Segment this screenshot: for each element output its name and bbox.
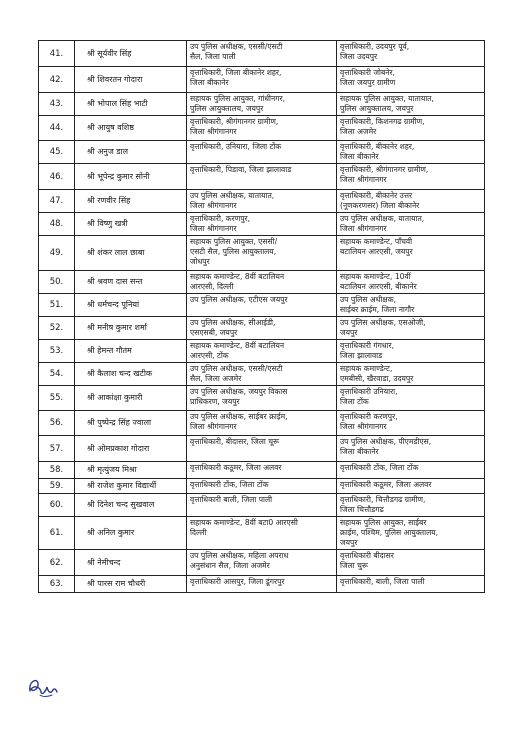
current-posting-line: सैल, जिला अजमेर: [190, 374, 242, 383]
new-posting-line: सहायक कमाण्डेन्ट, 10वीं: [340, 272, 411, 281]
serial-number: 48.: [39, 213, 75, 236]
new-posting: [337, 93, 485, 116]
serial-number: 45.: [39, 141, 75, 164]
current-posting: [187, 93, 337, 116]
transfer-table: [38, 40, 485, 593]
current-posting: [187, 67, 337, 93]
new-posting-line: सहायक पुलिस आयुक्त, साईबर: [340, 518, 427, 527]
new-posting-line: उप पुलिस अधीक्षक,: [340, 295, 396, 304]
new-posting-line: वृत्ताधिकारी गंगधार,: [340, 341, 395, 350]
new-posting: [337, 116, 485, 141]
serial-number: 61.: [39, 517, 75, 550]
table-row: [39, 164, 485, 190]
serial-number: 41.: [39, 41, 75, 67]
current-posting: [187, 213, 337, 236]
current-posting-line: वृत्ताधिकारी, बीदासर, जिला चूरू: [190, 437, 279, 446]
table-row: [39, 411, 485, 436]
officer-name: श्री रणवीर सिंह: [75, 190, 187, 213]
current-posting: [187, 41, 337, 67]
new-posting-line: क्राईम, पश्चिम, पुलिस आयुक्तालय,: [340, 528, 439, 537]
table-row: [39, 550, 485, 576]
current-posting: [187, 294, 337, 317]
officer-name: श्री आयुष वशिष्ठ: [75, 116, 187, 141]
serial-number: 50.: [39, 271, 75, 294]
new-posting: [337, 294, 485, 317]
officer-name: श्री नेमीचन्द: [75, 550, 187, 576]
new-posting-line: (नूणकरणसर) जिला बीकानेर: [340, 201, 420, 210]
officer-name: श्री ओमप्रकाश गोदारा: [75, 436, 187, 462]
officer-name: श्री मृत्युंजय मिश्रा: [75, 462, 187, 479]
new-posting: [337, 190, 485, 213]
new-posting-line: वृत्ताधिकारी बीदासर: [340, 551, 394, 560]
current-posting: [187, 411, 337, 436]
new-posting-line: साईबर क्राईम, जिला नागौर: [340, 305, 415, 314]
current-posting-line: उप पुलिस अधीक्षक, एससी/एसटी: [190, 364, 283, 373]
new-posting-line: वृत्ताधिकारी, बाली, जिला पाली: [340, 577, 425, 586]
new-posting-line: जिला चित्तौडगढ: [340, 505, 384, 514]
current-posting-line: प्राधिकरण, जयपुर: [190, 397, 240, 406]
new-posting-line: जिला जयपुर ग्रामीण: [340, 78, 396, 87]
table-row: [39, 116, 485, 141]
new-posting-line: जिला बीकानेर: [340, 447, 379, 456]
current-posting-line: जिला श्रीगंगानगर: [190, 422, 237, 431]
new-posting: [337, 494, 485, 517]
current-posting: [187, 340, 337, 363]
serial-number: 60.: [39, 494, 75, 517]
current-posting-line: जिला श्रीगंगानगर: [190, 127, 237, 136]
current-posting: [187, 271, 337, 294]
table-row: [39, 141, 485, 164]
new-posting: [337, 236, 485, 271]
serial-number: 59.: [39, 479, 75, 494]
new-posting: [337, 550, 485, 576]
new-posting-line: सहायक कमाण्डेन्ट,: [340, 364, 393, 373]
serial-number: 54.: [39, 363, 75, 386]
table-row: [39, 190, 485, 213]
table-row: [39, 479, 485, 494]
new-posting: [337, 164, 485, 190]
new-posting: [337, 213, 485, 236]
new-posting: [337, 411, 485, 436]
current-posting-line: उप पुलिस अधीक्षक, एटीएस जयपुर: [190, 295, 288, 304]
table-row: [39, 213, 485, 236]
current-posting-line: उप पुलिस अधीक्षक, महिला अपराध: [190, 551, 289, 560]
new-posting: [337, 317, 485, 340]
new-posting-line: उप पुलिस अधीक्षक, पीएमडीएस,: [340, 437, 432, 446]
new-posting: [337, 41, 485, 67]
serial-number: 52.: [39, 317, 75, 340]
table-row: [39, 93, 485, 116]
officer-name: श्री अनुज डाल: [75, 141, 187, 164]
table-row: [39, 462, 485, 479]
new-posting-line: जिला अजमेर: [340, 127, 377, 136]
serial-number: 43.: [39, 93, 75, 116]
new-posting-line: जयपुर: [340, 328, 358, 337]
new-posting: [337, 141, 485, 164]
table-body: [39, 41, 485, 593]
current-posting-line: जोधपुर: [190, 257, 210, 266]
current-posting-line: अनुसंधान सैल, जिला अजमेर: [190, 561, 270, 570]
new-posting: [337, 271, 485, 294]
table-row: [39, 340, 485, 363]
current-posting-line: वृत्ताधिकारी टोंक, जिला टोंक: [190, 480, 269, 489]
officer-name: श्री दिनेश चन्द सुखवाल: [75, 494, 187, 517]
table-row: [39, 494, 485, 517]
current-posting-line: सैल, जिला पाली: [190, 52, 236, 61]
current-posting: [187, 190, 337, 213]
current-posting-line: उप पुलिस अधीक्षक, सीआईडी,: [190, 318, 276, 327]
table-row: [39, 294, 485, 317]
new-posting-line: वृत्ताधिकारी कठूमर, जिला अलवर: [340, 480, 432, 489]
officer-name: श्री शिवरतन गोदारा: [75, 67, 187, 93]
officer-name: श्री मनीष कुमार शर्मा: [75, 317, 187, 340]
current-posting-line: पुलिस आयुक्तालय, जयपुर: [190, 104, 264, 113]
new-posting-line: वृत्ताधिकारी, उदयपुर पूर्व,: [340, 42, 410, 51]
current-posting: [187, 517, 337, 550]
current-posting-line: उप पुलिस अधीक्षक, यातायात,: [190, 191, 275, 200]
table-row: [39, 67, 485, 93]
current-posting-line: वृत्ताधिकारी, उनियारा, जिला टोंक: [190, 142, 282, 151]
current-posting-line: जिला श्रीगंगानगर: [190, 201, 237, 210]
serial-number: 51.: [39, 294, 75, 317]
new-posting-line: वृत्ताधिकारी, श्रीगंगानगर ग्रामीण,: [340, 165, 429, 174]
serial-number: 42.: [39, 67, 75, 93]
current-posting: [187, 164, 337, 190]
current-posting-line: सहायक कमाण्डेन्ट, 8वीं बटा0 आरएसी: [190, 518, 298, 527]
serial-number: 46.: [39, 164, 75, 190]
serial-number: 56.: [39, 411, 75, 436]
current-posting: [187, 436, 337, 462]
current-posting-line: वृत्ताधिकारी आसपुर, जिला डूंगरपुर: [190, 577, 285, 586]
officer-name: श्री पारस राम चौधरी: [75, 576, 187, 593]
new-posting-line: पुलिस आयुक्तालय, जयपुर: [340, 104, 414, 113]
current-posting-line: वृत्ताधिकारी कठूमर, जिला अलवर: [190, 463, 282, 472]
current-posting-line: वृत्ताधिकारी बाली, जिला पाली: [190, 495, 273, 504]
new-posting-line: वृत्ताधिकारी, बीकानेर उत्तर: [340, 191, 413, 200]
current-posting: [187, 363, 337, 386]
new-posting-line: वृत्ताधिकारी उनियारा,: [340, 387, 398, 396]
officer-name: श्री राजेश कुमार विद्यार्थी: [75, 479, 187, 494]
new-posting: [337, 386, 485, 411]
table-row: [39, 436, 485, 462]
new-posting: [337, 436, 485, 462]
new-posting-line: वृत्ताधिकारी टोंक, जिला टोंक: [340, 463, 419, 472]
signature: [26, 673, 60, 701]
officer-name: श्री अनिल कुमार: [75, 517, 187, 550]
current-posting: [187, 236, 337, 271]
officer-name: श्री विष्णु खत्री: [75, 213, 187, 236]
officer-name: श्री पुष्पेन्द्र सिंह ज्वाला: [75, 411, 187, 436]
current-posting-line: वृत्ताधिकारी, पिडावा, जिला झालावाड: [190, 165, 292, 174]
current-posting-line: उप पुलिस अधीक्षक, एससी/एसटी: [190, 42, 283, 51]
serial-number: 47.: [39, 190, 75, 213]
officer-name: श्री आकांक्षा कुमारी: [75, 386, 187, 411]
current-posting: [187, 550, 337, 576]
new-posting-line: जिला झालावाड: [340, 351, 383, 360]
new-posting: [337, 67, 485, 93]
serial-number: 55.: [39, 386, 75, 411]
table-row: [39, 271, 485, 294]
new-posting-line: जिला श्रीगंगानगर: [340, 175, 387, 184]
new-posting-line: एमबीसी, खैरवाडा, उदयपुर: [340, 374, 414, 383]
serial-number: 57.: [39, 436, 75, 462]
current-posting: [187, 386, 337, 411]
new-posting: [337, 340, 485, 363]
current-posting-line: उप पुलिस अधीक्षक, जयपुर विकास: [190, 387, 288, 396]
new-posting-line: उप पुलिस अधीक्षक, एसओजी,: [340, 318, 426, 327]
current-posting-line: सहायक कमाण्डेन्ट, 8वीं बटालियन: [190, 272, 285, 281]
current-posting: [187, 494, 337, 517]
new-posting-line: बटालियन आरएसी, जयपुर: [340, 247, 413, 256]
current-posting-line: दिल्ली: [190, 528, 207, 537]
new-posting-line: बटालियन आरएसी, बीकानेर: [340, 282, 417, 291]
current-posting-line: सहायक कमाण्डेन्ट, 8वीं बटालियन: [190, 341, 285, 350]
new-posting: [337, 576, 485, 593]
new-posting-line: वृत्ताधिकारी करणपुर,: [340, 412, 398, 421]
current-posting: [187, 141, 337, 164]
officer-name: श्री हेमन्त गौतम: [75, 340, 187, 363]
current-posting-line: एसटी सैल, पुलिस आयुक्तालय,: [190, 247, 277, 256]
current-posting: [187, 317, 337, 340]
table-row: [39, 236, 485, 271]
current-posting: [187, 479, 337, 494]
table-row: [39, 386, 485, 411]
new-posting-line: वृत्ताधिकारी जोबनेर,: [340, 68, 396, 77]
new-posting-line: जिला श्रीगंगानगर: [340, 224, 387, 233]
new-posting-line: सहायक पुलिस आयुक्त, यातायात,: [340, 94, 434, 103]
current-posting-line: वृत्ताधिकारी, श्रीगंगानगर ग्रामीण,: [190, 117, 279, 126]
officer-name: श्री सूर्यवीर सिंह: [75, 41, 187, 67]
current-posting-line: आरएसी, दिल्ली: [190, 282, 234, 291]
serial-number: 44.: [39, 116, 75, 141]
new-posting-line: जिला श्रीगंगानगर: [340, 422, 387, 431]
current-posting-line: एसएसबी, जयपुर: [190, 328, 238, 337]
officer-name: श्री कैलाश चन्द खटीक: [75, 363, 187, 386]
new-posting-line: जयपुर: [340, 538, 358, 547]
current-posting-line: जिला श्रीगंगानगर: [190, 224, 237, 233]
new-posting: [337, 363, 485, 386]
current-posting-line: सहायक पुलिस आयुक्त, एससी/: [190, 237, 278, 246]
new-posting-line: वृत्ताधिकारी, किशनगढ ग्रामीण,: [340, 117, 425, 126]
new-posting-line: जिला चुरू: [340, 561, 368, 570]
new-posting-line: जिला टोंक: [340, 397, 369, 406]
serial-number: 63.: [39, 576, 75, 593]
officer-name: श्री भोपाल सिंह भाटी: [75, 93, 187, 116]
new-posting: [337, 462, 485, 479]
current-posting: [187, 116, 337, 141]
new-posting: [337, 479, 485, 494]
serial-number: 58.: [39, 462, 75, 479]
table-row: [39, 317, 485, 340]
table-row: [39, 363, 485, 386]
officer-name: श्री श्रवण दास सन्त: [75, 271, 187, 294]
officer-name: श्री शंकर लाल छाबा: [75, 236, 187, 271]
officer-name: श्री धर्मचन्द पूनियां: [75, 294, 187, 317]
current-posting-line: वृत्ताधिकारी, करणपुर,: [190, 214, 251, 223]
current-posting: [187, 462, 337, 479]
serial-number: 53.: [39, 340, 75, 363]
new-posting-line: उप पुलिस अधीक्षक, यातायात,: [340, 214, 425, 223]
new-posting-line: जिला बीकानेर: [340, 152, 379, 161]
serial-number: 49.: [39, 236, 75, 271]
new-posting-line: सहायक कमाण्डेन्ट, पाँचवी: [340, 237, 413, 246]
current-posting: [187, 576, 337, 593]
officer-name: श्री भूपेन्द्र कुमार सोनी: [75, 164, 187, 190]
current-posting-line: सहायक पुलिस आयुक्त, गांधीनगर,: [190, 94, 286, 103]
table-row: [39, 517, 485, 550]
current-posting-line: उप पुलिस अधीक्षक, साईबर क्राईम,: [190, 412, 288, 421]
current-posting-line: जिला बीकानेर: [190, 78, 229, 87]
new-posting-line: वृत्ताधिकारी, बीकानेर शहर,: [340, 142, 415, 151]
serial-number: 62.: [39, 550, 75, 576]
new-posting: [337, 517, 485, 550]
table-row: [39, 576, 485, 593]
new-posting-line: वृत्ताधिकारी, चित्तौडगढ ग्रामीण,: [340, 495, 426, 504]
current-posting-line: वृत्ताधिकारी, जिला बीकानेर शहर,: [190, 68, 282, 77]
table-row: [39, 41, 485, 67]
new-posting-line: जिला उदयपुर: [340, 52, 378, 61]
current-posting-line: आरएसी, टोंक: [190, 351, 229, 360]
